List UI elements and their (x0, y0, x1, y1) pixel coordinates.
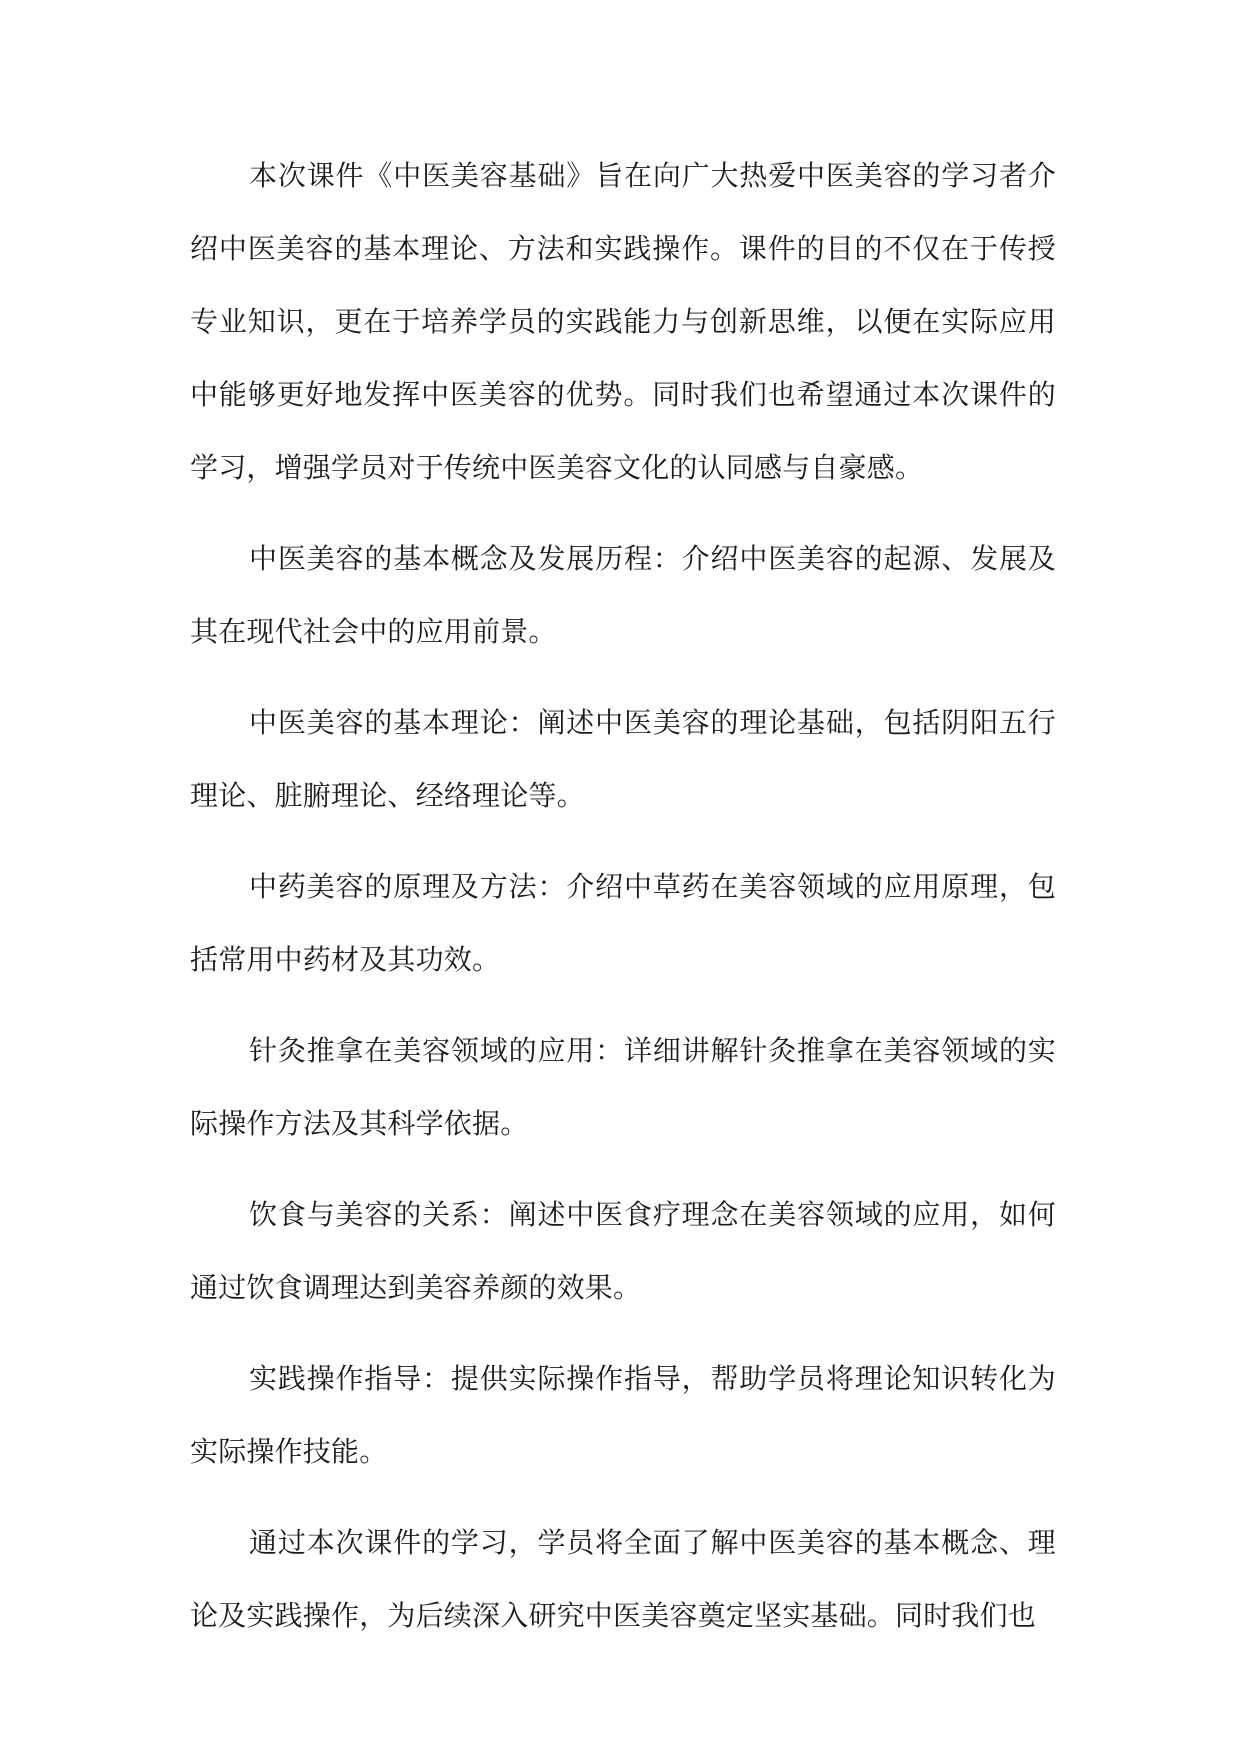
paragraph-acupuncture-massage: 针灸推拿在美容领域的应用：详细讲解针灸推拿在美容领域的实际操作方法及其科学依据。 (190, 1034, 1056, 1140)
document-body (190, 139, 1056, 1670)
paragraph-diet-beauty: 饮食与美容的关系：阐述中医食疗理念在美容领域的应用，如何通过饮食调理达到美容养颜的效果。 (190, 1198, 1056, 1304)
paragraph-conclusion: 通过本次课件的学习，学员将全面了解中医美容的基本概念、理论及实践操作，为后续深入研究中医美容奠定坚实基础。同时我们也 (190, 1526, 1056, 1632)
paragraph-herbal-beauty: 中药美容的原理及方法：介绍中草药在美容领域的应用原理，包括常用中药材及其功效。 (190, 870, 1056, 976)
paragraph-concept-history: 中医美容的基本概念及发展历程：介绍中医美容的起源、发展及其在现代社会中的应用前景。 (190, 542, 1056, 648)
paragraph-practice-guidance: 实践操作指导：提供实际操作指导，帮助学员将理论知识转化为实际操作技能。 (190, 1362, 1056, 1468)
paragraph-basic-theory: 中医美容的基本理论：阐述中医美容的理论基础，包括阴阳五行理论、脏腑理论、经络理论等。 (190, 706, 1056, 812)
paragraph-intro: 本次课件《中医美容基础》旨在向广大热爱中医美容的学习者介绍中医美容的基本理论、方法和实践操作。课件的目的不仅在于传授专业知识，更在于培养学员的实践能力与创新思维，以便在实际应用中能够更好地发挥中医美容的优势。同时我们也希望通过本次课件的学习，增强学员对于传统中医美容文化的认同感与自豪感。 (190, 159, 1056, 484)
